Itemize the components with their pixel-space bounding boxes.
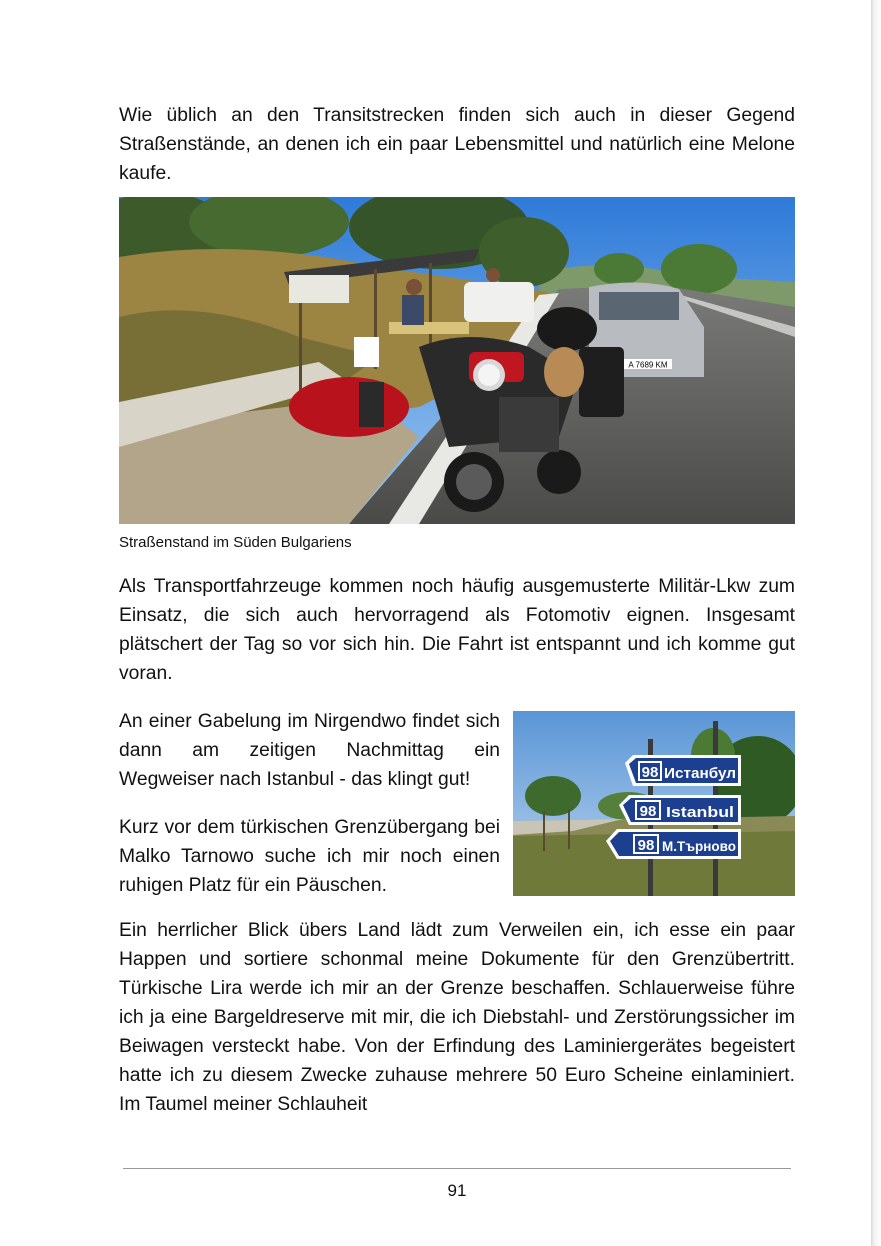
page-number: 91 — [447, 1181, 467, 1200]
paragraph-4: Kurz vor dem türkischen Grenzübergang bei Malko Tarnowo suche ich mir noch einen ruhigen Platz für ein Päuschen. — [119, 817, 500, 896]
sign-2-text: Istanbul — [666, 804, 734, 821]
sign-1-number: 98 — [641, 764, 659, 781]
istanbul-signpost-photo — [513, 711, 795, 896]
paragraph-3: An einer Gabelung im Nirgendwo findet sich dann am zeitigen Nachmittag ein Wegweiser nach Istanbul - das klingt gut! — [119, 711, 500, 790]
paragraph-5: Ein herrlicher Blick übers Land lädt zum Verweilen ein, ich esse ein paar Happen und sortiere schonmal meine Dokumente für den Grenzübertritt. Türkische Lira werde ich mir an der Grenze beschaffen. Schlauerweise führe ich ja eine Bargeldreserve mit mir, die ich Diebstahl- und Zerstörungssicher im Beiwagen versteckt habe. Von der Erfindung des Laminiergerätes begeistert hatte ich zu diesem Zwecke zuhause mehrere 50 Euro Scheine einlaminiert. Im Taumel meiner Schlauheit — [119, 920, 795, 1115]
footer-divider — [123, 1168, 791, 1169]
sign-1-text: Истанбул — [664, 765, 736, 782]
sign-3-text: М.Търново — [662, 838, 736, 854]
roadside-stand-photo — [119, 197, 795, 524]
sign-3-number: 98 — [637, 837, 655, 854]
photo-caption: Straßenstand im Süden Bulgariens — [119, 534, 352, 551]
paragraph-2: Als Transportfahrzeuge kommen noch häufig ausgemusterte Militär-Lkw zum Einsatz, die sich auch hervorragend als Fotomotiv eignen. Insgesamt plätschert der Tag so vor sich hin. Die Fahrt ist entspannt und ich komme gut voran. — [119, 576, 795, 684]
license-plate-text: A 7689 KM — [628, 360, 668, 370]
page-edge-shadow — [871, 0, 881, 1246]
sign-2-number: 98 — [639, 803, 657, 820]
paragraph-1: Wie üblich an den Transitstrecken finden sich auch in dieser Gegend Straßenstände, an denen ich ein paar Lebensmittel und natürlich eine Melone kaufe. — [119, 105, 795, 184]
